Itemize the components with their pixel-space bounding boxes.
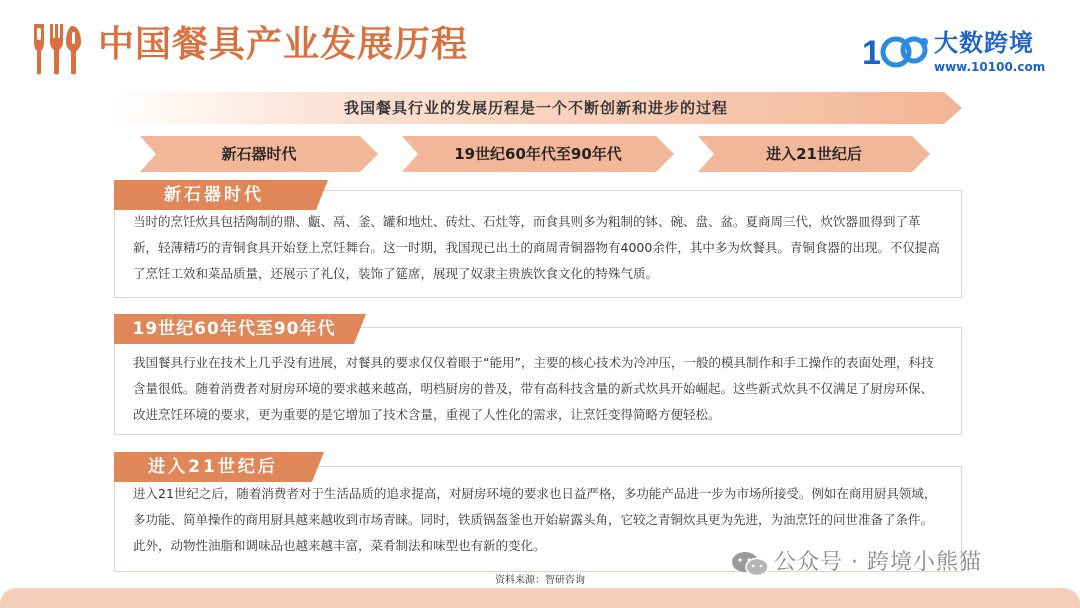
- timeline-step-3[interactable]: [698, 136, 930, 172]
- brand-logo[interactable]: [862, 28, 1052, 78]
- timeline-step-label: 新石器时代: [221, 145, 297, 163]
- section-tab-label: 19世纪60年代至90年代: [132, 319, 336, 339]
- summary-banner: [110, 92, 962, 124]
- logo-mark-icon: [862, 28, 932, 72]
- section-text: 进入21世纪之后，随着消费者对于生活品质的追求提高，对厨房环境的要求也日益严格，多功能产品进一步为市场所接受。例如在商用厨具领域，多功能、简单操作的商用厨具越来越收到市场青睐。同时，铁质锅盔釜也开始崭露头角，它较之青铜炊具更为先进，为油烹饪的问世准备了条件。此外，动物性油脂和调味品也越来越丰富，菜肴制法和味型也有新的变化。: [133, 486, 937, 553]
- section-text: 我国餐具行业在技术上几乎没有进展，对餐具的要求仅仅着眼于“能用”，主要的核心技术为冷冲压，一般的模具制作和手工操作的表面处理，科技含量很低。随着消费者对厨房环境的要求越来越高，明档厨房的普及，带有高科技含量的新式炊具开始崛起。这些新式炊具不仅满足了厨房环保、改进烹饪环境的要求，更为重要的是它增加了技术含量，重视了人性化的需求，让烹饪变得简略方便轻松。: [133, 355, 934, 422]
- logo-name: 大数跨境: [934, 29, 1034, 57]
- section-tab-neolithic: [114, 180, 328, 210]
- timeline-step-2[interactable]: [402, 136, 674, 172]
- source-note: 资料来源：智研咨询: [495, 575, 585, 586]
- section-tab-label: 新石器时代: [164, 185, 264, 205]
- section-tab-19th-century: [114, 314, 366, 344]
- banner-text: 我国餐具行业的发展历程是一个不断创新和进步的过程: [343, 99, 728, 117]
- utensils-icon: [28, 20, 88, 78]
- timeline-step-label: 进入21世纪后: [766, 145, 862, 163]
- logo-url: www.10100.com: [934, 60, 1046, 74]
- watermark-text: 公众号 · 跨境小熊猫: [774, 550, 982, 575]
- timeline-step-label: 19世纪60年代至90年代: [454, 145, 622, 163]
- section-tab-label: 进入21世纪后: [148, 457, 278, 477]
- bottom-decor-bar: [0, 588, 1080, 608]
- section-tab-21st-century: [114, 452, 324, 482]
- svg-text:1: 1: [862, 34, 881, 72]
- section-text: 当时的烹饪炊具包括陶制的鼎、甗、鬲、釜、罐和地灶、砖灶、石灶等，而食具则多为粗制的钵、碗、盘、盆。夏商周三代，炊饮器皿得到了革新，轻薄精巧的青铜食具开始登上烹饪舞台。这一时期，我国现已出土的商周青铜器物有4000余件，其中多为炊餐具。青铜食器的出现。不仅提高了烹饪工效和菜品质量，还展示了礼仪，装饰了筵席，展现了奴隶主贵族饮食文化的特殊气质。: [133, 214, 940, 281]
- timeline-step-1[interactable]: [140, 136, 378, 172]
- page-title: 中国餐具产业发展历程: [98, 24, 469, 65]
